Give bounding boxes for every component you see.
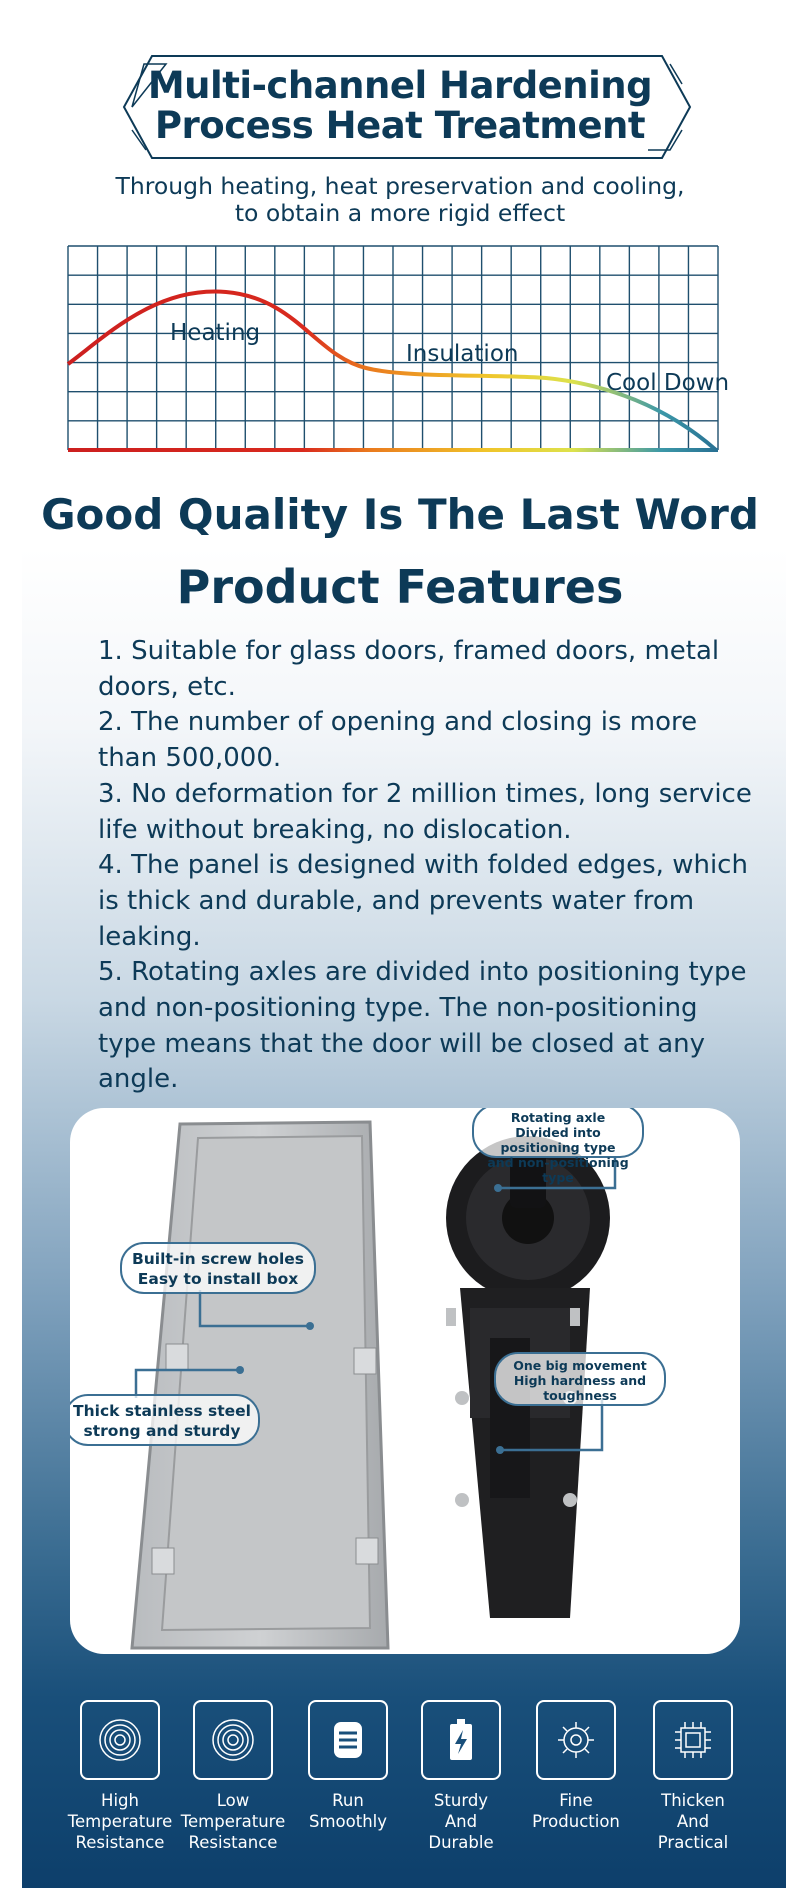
icon-label-sturdy <box>396 1790 526 1853</box>
gear-icon <box>536 1700 616 1780</box>
chip-icon <box>653 1700 733 1780</box>
subtitle-line-2: to obtain a more rigid effect <box>234 199 566 227</box>
icon-label-line: Temperature <box>180 1812 286 1831</box>
icon-label-line: Production <box>532 1812 620 1831</box>
annotation-heating: Heating <box>170 320 261 346</box>
icon-label-thicken <box>628 1790 758 1853</box>
heat-treatment-chart <box>66 246 742 456</box>
callout-stainless-line: strong and sturdy <box>83 1422 241 1440</box>
feature-item: 4. The panel is designed with folded edges, which is thick and durable, and prevents water from leaking. <box>98 850 748 952</box>
feature-item: 1. Suitable for glass doors, framed doors, metal doors, etc. <box>98 636 720 702</box>
icon-label-line: Smoothly <box>308 1812 387 1831</box>
callout-stainless <box>70 1394 260 1446</box>
page-title-line-1: Multi-channel Hardening <box>147 64 653 107</box>
callout-stainless-line: Thick stainless steel <box>73 1402 251 1420</box>
callout-screw-holes <box>120 1242 316 1294</box>
icon-label-fine-production <box>511 1790 641 1832</box>
icon-label-line: High <box>101 1791 139 1810</box>
icon-label-line: Durable <box>428 1833 494 1852</box>
icon-label-line: Thicken <box>661 1791 725 1810</box>
battery-bolt-icon <box>421 1700 501 1780</box>
chart-grid <box>68 246 718 450</box>
concentric-rings-icon <box>80 1700 160 1780</box>
callout-screw-holes-line: Easy to install box <box>137 1270 299 1288</box>
annotation-insulation: Insulation <box>406 341 519 367</box>
page-title-line-2: Process Heat Treatment <box>154 104 646 147</box>
callout-screw-holes-line: Built-in screw holes <box>131 1250 305 1268</box>
concentric-rings-icon <box>193 1700 273 1780</box>
callout-rotating-axle-line: Rotating axle <box>510 1110 606 1125</box>
features-list <box>98 634 758 1098</box>
icon-label-line: Resistance <box>75 1833 165 1852</box>
annotation-cool-down: Cool Down <box>606 370 730 396</box>
icon-label-low-temp <box>168 1790 298 1853</box>
subtitle-line-1: Through heating, heat preservation and cooling, <box>115 172 685 200</box>
icon-label-line: Low <box>216 1791 250 1810</box>
features-heading: Product Features <box>176 560 624 614</box>
icon-label-line: Run <box>332 1791 364 1810</box>
icon-label-line: And <box>444 1812 478 1831</box>
callout-big-movement-line: One big movement <box>513 1358 647 1373</box>
callout-rotating-axle-line: and non-positioning type <box>487 1155 629 1185</box>
callout-big-movement <box>494 1352 666 1406</box>
feature-item: 5. Rotating axles are divided into positioning type and non-positioning type. The non-positioning type means that the door will be closed at any angle. <box>98 957 747 1095</box>
feature-item: 3. No deformation for 2 million times, long service life without breaking, no dislocation. <box>98 778 752 845</box>
stack-icon <box>308 1700 388 1780</box>
icon-label-line: Sturdy <box>433 1791 489 1810</box>
icon-label-line: Resistance <box>188 1833 278 1852</box>
quality-headline: Good Quality Is The Last Word <box>41 490 759 539</box>
icon-label-line: Fine <box>559 1791 593 1810</box>
icon-label-run-smoothly <box>283 1790 413 1832</box>
callout-big-movement-line: High hardness and <box>513 1373 647 1388</box>
icon-label-high-temp <box>55 1790 185 1853</box>
callout-rotating-axle <box>472 1108 644 1185</box>
callout-rotating-axle-line: Divided into positioning type <box>500 1125 616 1155</box>
feature-item: 2. The number of opening and closing is more than 500,000. <box>98 707 698 774</box>
product-photo <box>70 1108 740 1654</box>
icon-label-line: And <box>676 1812 710 1831</box>
callout-big-movement-line: toughness <box>543 1388 617 1403</box>
icon-label-line: Practical <box>657 1833 729 1852</box>
icon-label-line: Temperature <box>67 1812 173 1831</box>
